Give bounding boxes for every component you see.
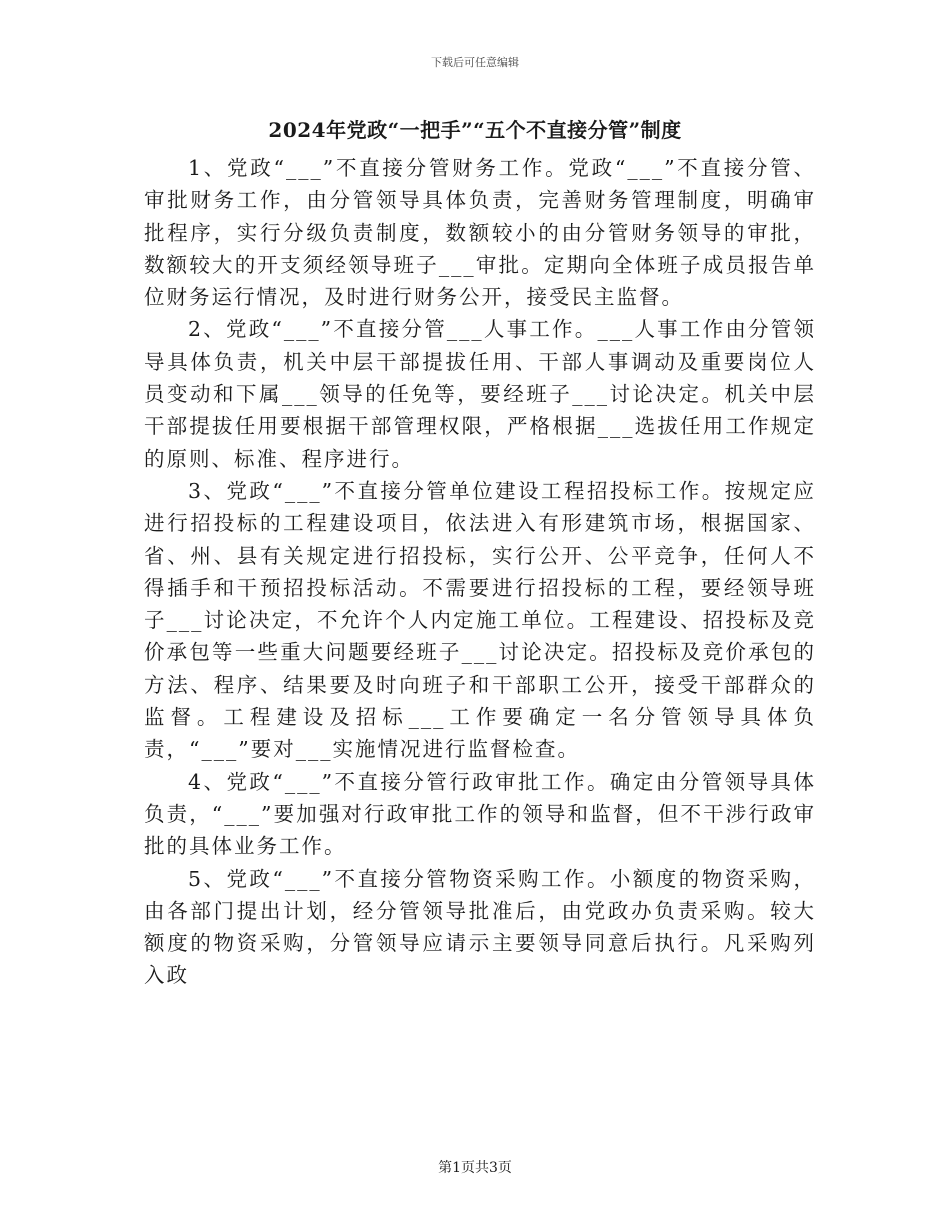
- page-number: 第1页共3页: [438, 1160, 512, 1176]
- paragraph-1: 1、党政“___”不直接分管财务工作。党政“___”不直接分管、审批财务工作，由分管领导具体负责，完善财务管理制度，明确审批程序，实行分级负责制度，数额较小的由分管财务领导的审批，数额较大的开支须经领导班子___审批。定期向全体班子成员报告单位财务运行情况，及时进行财务公开，接受民主监督。: [144, 156, 816, 310]
- paragraph-3: 3、党政“___”不直接分管单位建设工程招投标工作。按规定应进行招投标的工程建设项目，依法进入有形建筑市场，根据国家、省、州、县有关规定进行招投标，实行公开、公平竞争，任何人不得插手和干预招投标活动。不需要进行招投标的工程，要经领导班子___讨论决定，不允许个人内定施工单位。工程建设、招投标及竞价承包等一些重大问题要经班子___讨论决定。招投标及竞价承包的方法、程序、结果要及时向班子和干部职工公开，接受干部群众的监督。工程建设及招标___工作要确定一名分管领导具体负责，“___”要对___实施情况进行监督检查。: [144, 478, 816, 762]
- document-title: 2024年党政“一把手”“五个不直接分管”制度: [268, 118, 682, 142]
- paragraph-4: 4、党政“___”不直接分管行政审批工作。确定由分管领导具体负责，“___”要加强对行政审批工作的领导和监督，但不干涉行政审批的具体业务工作。: [144, 769, 816, 859]
- header-note: 下载后可任意编辑: [431, 56, 519, 69]
- document-body: [144, 152, 816, 992]
- paragraph-2: 2、党政“___”不直接分管___人事工作。___人事工作由分管领导具体负责，机关中层干部提拔任用、干部人事调动及重要岗位人员变动和下属___领导的任免等，要经班子___讨论决定。机关中层干部提拔任用要根据干部管理权限，严格根据___选拔任用工作规定的原则、标准、程序进行。: [144, 317, 816, 471]
- paragraph-5: 5、党政“___”不直接分管物资采购工作。小额度的物资采购，由各部门提出计划，经分管领导批准后，由党政办负责采购。较大额度的物资采购，分管领导应请示主要领导同意后执行。凡采购列入政: [144, 866, 816, 988]
